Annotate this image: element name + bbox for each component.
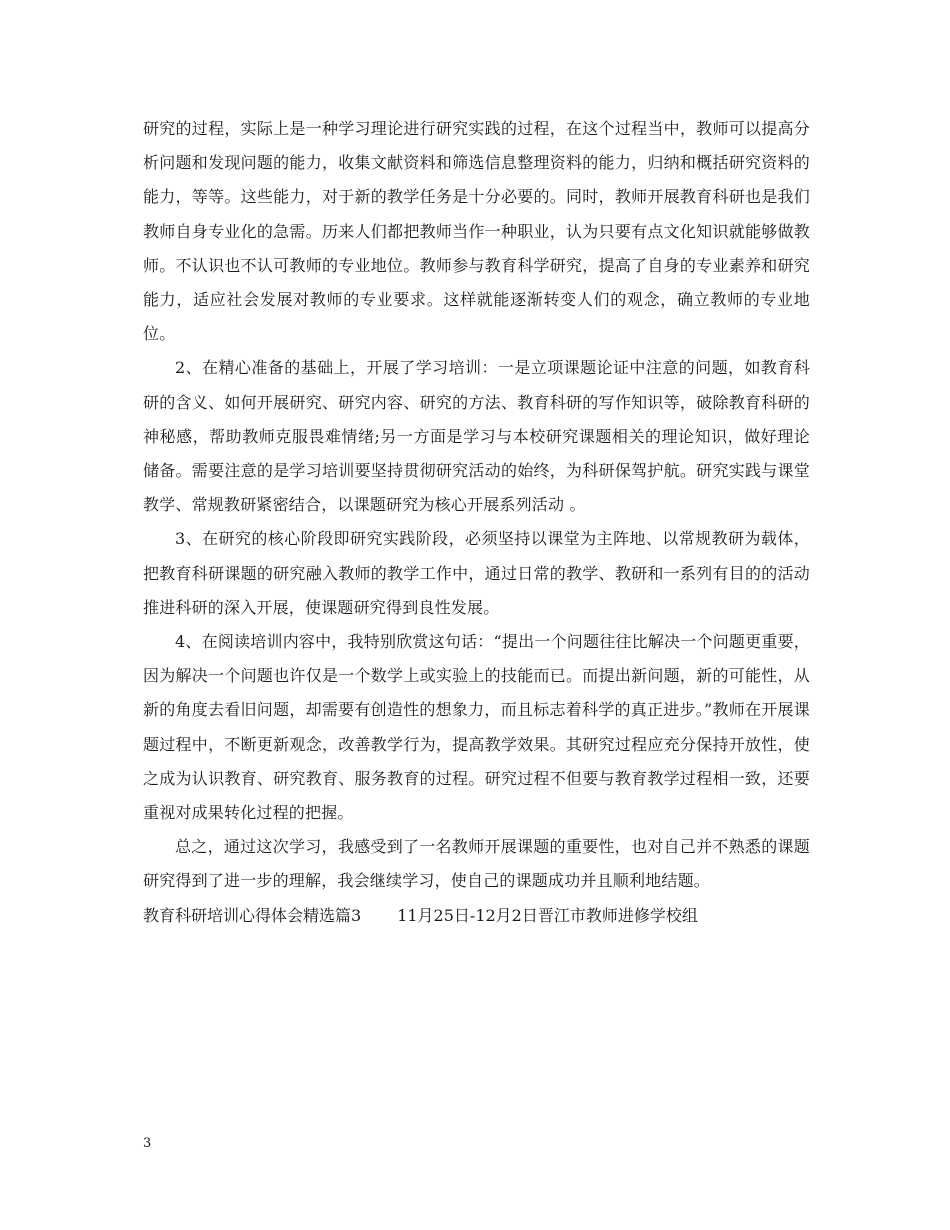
paragraph-1: 研究的过程，实际上是一种学习理论进行研究实践的过程，在这个过程当中，教师可以提高分析问题和发现问题的能力，收集文献资料和筛选信息整理资料的能力，归纳和概括研究资料的能力，等等。这些能力，对于新的教学任务是十分必要的。同时，教师开展教育科研也是我们教师自身专业化的急需。历来人们都把教师当作一种职业，认为只要有点文化知识就能够做教师。不认识也不认可教师的专业地位。教师参与教育科学研究，提高了自身的专业素养和研究能力，适应社会发展对教师的专业要求。这样就能逐渐转变人们的观念，确立教师的专业地位。 <box>143 119 810 344</box>
paragraph-4: 4、在阅读培训内容中，我特别欣赏这句话：“提出一个问题往往比解决一个问题更重要，因为解决一个问题也许仅是一个数学上或实验上的技能而已。而提出新问题，新的可能性，从新的角度去看旧问题，却需要有创造性的想象力，而且标志着科学的真正进步。”教师在开展课题过程中，不断更新观念，改善教学行为，提高教学效果。其研究过程应充分保持开放性，使之成为认识教育、研究教育、服务教育的过程。研究过程不但要与教育教学过程相一致，还要重视对成果转化过程的把握。 <box>143 632 810 823</box>
next-section-title: 教育科研培训心得体会精选篇3 <box>143 905 362 925</box>
next-section-line <box>143 899 810 933</box>
next-section-continuation: 11月25日-12月2日晋江市教师进修学校组 <box>397 905 698 925</box>
paragraph-5: 总之，通过这次学习，我感受到了一名教师开展课题的重要性，也对自己并不熟悉的课题研究得到了进一步的理解，我会继续学习，使自己的课题成功并且顺利地结题。 <box>143 837 810 891</box>
paragraph-2: 2、在精心准备的基础上，开展了学习培训：一是立项课题论证中注意的问题，如教育科研的含义、如何开展研究、研究内容、研究的方法、教育科研的写作知识等，破除教育科研的神秘感，帮助教师克服畏难情绪;另一方面是学习与本校研究课题相关的理论知识，做好理论储备。需要注意的是学习培训要坚持贯彻研究活动的始终，为科研保驾护航。研究实践与课堂教学、常规教研紧密结合，以课题研究为核心开展系列活动 。 <box>143 358 810 515</box>
paragraph-3: 3、在研究的核心阶段即研究实践阶段，必须坚持以课堂为主阵地、以常规教研为载体，把教育科研课题的研究融入教师的教学工作中，通过日常的教学、教研和一系列有目的的活动推进科研的深入开展，使课题研究得到良性发展。 <box>143 529 810 617</box>
document-body <box>143 112 810 933</box>
page-number: 3 <box>143 1136 152 1151</box>
